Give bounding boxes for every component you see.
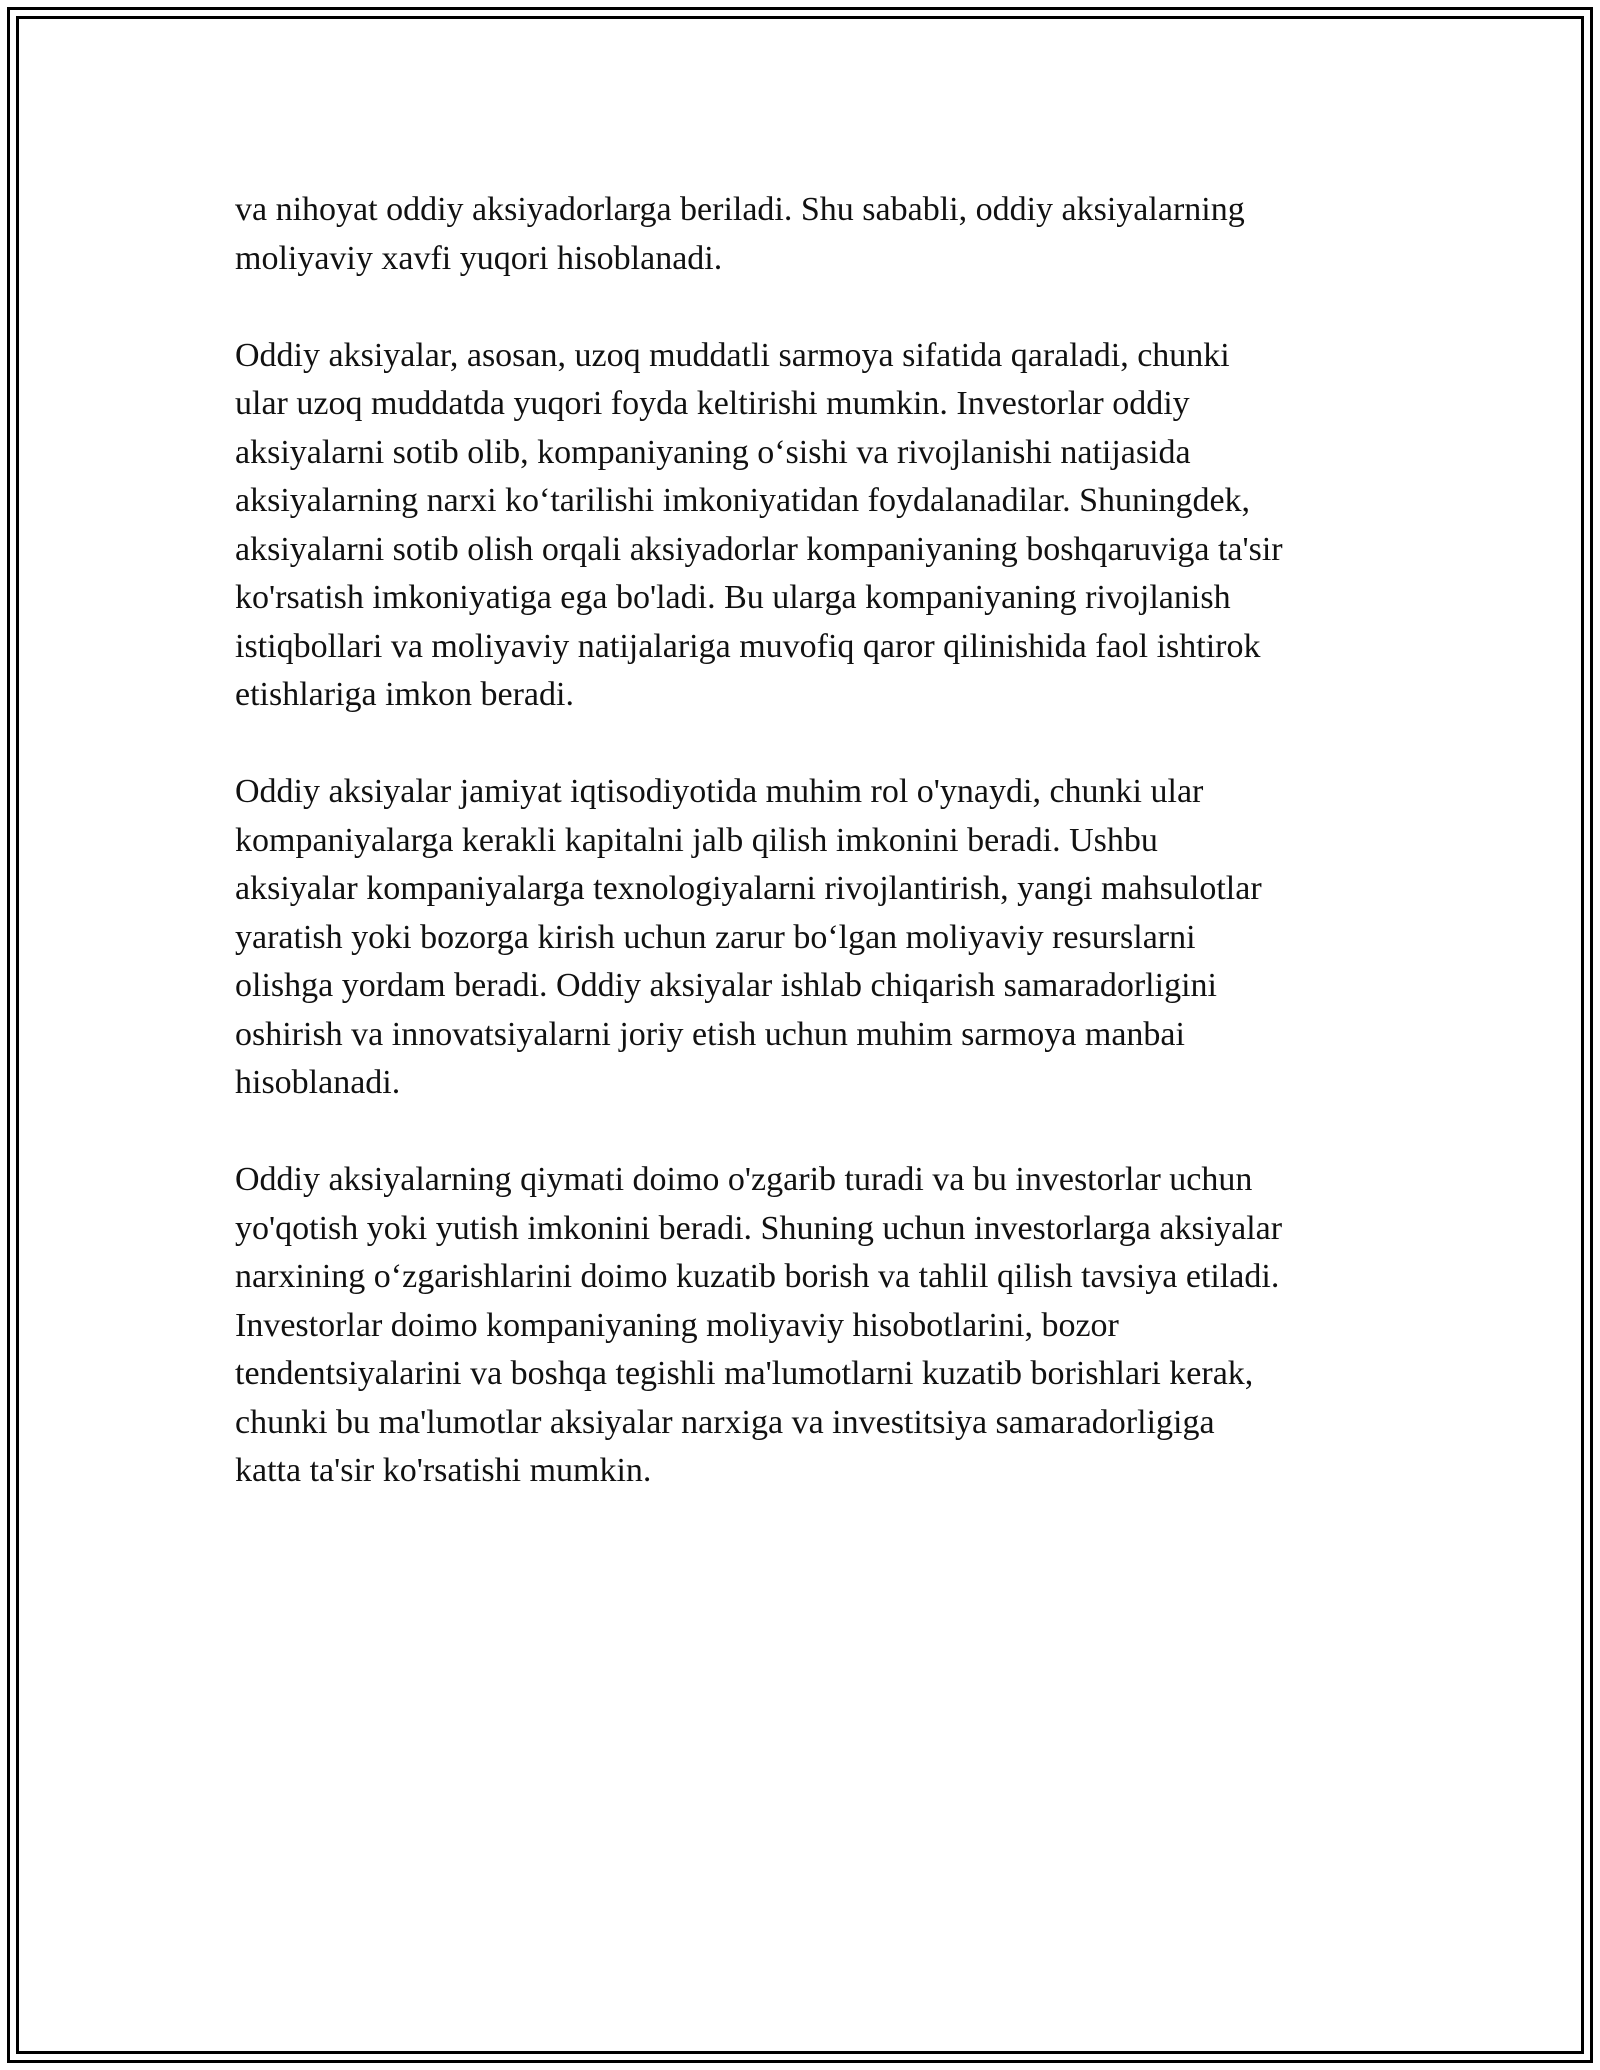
paragraph-3: Oddiy aksiyalar jamiyat iqtisodiyotida muhim rol o'ynaydi, chunki ular kompaniyalarga kerakli kapitalni jalb qilish imkonini beradi. Ushbu aksiyalar kompaniyalarga texnologiyalarni rivojlantirish, yangi mahsulotlar yaratish yoki bozorga kirish uchun zarur boʻlgan moliyaviy resurslarni olishga yordam beradi. Oddiy aksiyalar ishlab chiqarish samaradorligini oshirish va innovatsiyalarni joriy etish uchun muhim sarmoya manbai hisoblanadi. <box>235 773 1262 1101</box>
paragraph-1: va nihoyat oddiy aksiyadorlarga beriladi. Shu sababli, oddiy aksiyalarning moliyaviy xavfi yuqori hisoblanadi. <box>235 191 1245 277</box>
paragraph-4: Oddiy aksiyalarning qiymati doimo o'zgarib turadi va bu investorlar uchun yo'qotish yoki yutish imkonini beradi. Shuning uchun investorlarga aksiyalar narxining oʻzgarishlarini doimo kuzatib borish va tahlil qilish tavsiya etiladi. Investorlar doimo kompaniyaning moliyaviy hisobotlarini, bozor tendentsiyalarini va boshqa tegishli ma'lumotlarni kuzatib borishlari kerak, chunki bu ma'lumotlar aksiyalar narxiga va investitsiya samaradorligiga katta ta'sir ko'rsatishi mumkin. <box>235 1161 1283 1489</box>
document-body <box>235 186 1375 1544</box>
paragraph-2: Oddiy aksiyalar, asosan, uzoq muddatli sarmoya sifatida qaraladi, chunki ular uzoq muddatda yuqori foyda keltirishi mumkin. Investorlar oddiy aksiyalarni sotib olib, kompaniyaning oʻsishi va rivojlanishi natijasida aksiyalarning narxi koʻtarilishi imkoniyatidan foydalanadilar. Shuningdek, aksiyalarni sotib olish orqali aksiyadorlar kompaniyaning boshqaruviga ta'sir ko'rsatish imkoniyatiga ega bo'ladi. Bu ularga kompaniyaning rivojlanish istiqbollari va moliyaviy natijalariga muvofiq qaror qilinishida faol ishtirok etishlariga imkon beradi. <box>235 336 1283 713</box>
